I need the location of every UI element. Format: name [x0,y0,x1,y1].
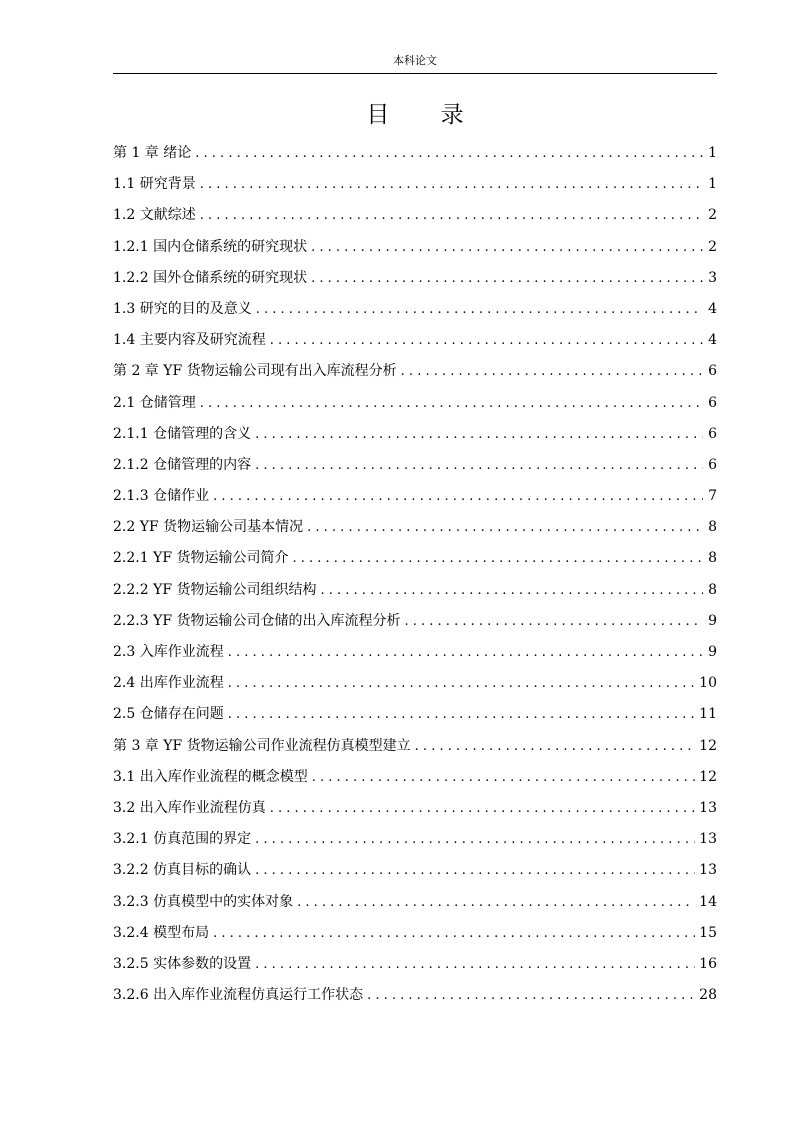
toc-entry-label: 2.1.1 仓储管理的含义 [113,425,252,442]
toc-entry-page: 7 [708,488,717,505]
toc-entry-label: 2.2.1 YF 货物运输公司简介 [113,550,289,567]
toc-entry-label: 3.2.4 模型布局 [113,924,210,941]
toc-entry-page: 4 [708,300,717,317]
toc-entry-page: 12 [699,737,717,754]
toc-dot-leader [228,702,695,728]
toc-dot-leader [404,609,703,635]
toc-entry-label: 3.2.5 实体参数的设置 [113,955,252,972]
toc-entry-label: 2.1 仓储管理 [113,394,196,411]
toc-entry-label: 1.4 主要内容及研究流程 [113,332,266,349]
toc-dot-leader [195,141,703,167]
toc-entry-page: 13 [699,831,717,848]
toc-entry-page: 1 [708,145,717,161]
toc-entry-page: 6 [708,363,717,380]
toc-dot-leader [312,765,695,791]
toc-dot-leader [311,266,703,292]
toc-dot-leader [200,172,703,198]
toc-dot-leader [255,422,703,448]
toc-dot-leader [213,484,703,510]
toc-entry[interactable] [113,795,717,826]
toc-entry[interactable] [113,483,717,514]
toc-dot-leader [228,640,703,666]
toc-entry[interactable] [113,327,717,358]
toc-entry-label: 3.2.6 出入库作业流程仿真运行工作状态 [113,987,364,1004]
toc-entry-label: 3.1 出入库作业流程的概念模型 [113,768,308,785]
toc-entry-page: 2 [708,238,717,255]
toc-dot-leader [256,297,703,323]
toc-entry[interactable] [113,857,717,888]
toc-dot-leader [415,734,696,760]
toc-entry-label: 1.3 研究的目的及意义 [113,300,252,317]
toc-entry-page: 8 [708,519,717,536]
toc-entry[interactable] [113,202,717,233]
toc-entry-label: 2.3 入库作业流程 [113,644,224,660]
toc-entry-label: 1.2.1 国内仓储系统的研究现状 [113,238,308,255]
toc-entry-label: 3.2.1 仿真范围的界定 [113,831,252,848]
toc-dot-leader [311,235,703,261]
toc-entry-page: 6 [708,456,717,473]
toc-entry-page: 16 [699,955,717,972]
toc-entry-label: 2.4 出库作业流程 [113,675,224,692]
toc-entry-page: 10 [699,675,717,692]
toc-dot-leader [200,203,703,229]
toc-dot-leader [255,453,703,479]
toc-entry[interactable] [113,701,717,732]
toc-entry[interactable] [113,826,717,857]
toc-entry-page: 13 [699,799,717,816]
toc-entry[interactable] [113,577,717,608]
toc-entry-page: 6 [708,425,717,442]
toc-entry-page: 11 [699,706,717,723]
toc-entry[interactable] [113,514,717,545]
table-of-contents [113,140,717,1013]
toc-entry-page: 12 [699,768,717,785]
toc-entry-label: 2.2.3 YF 货物运输公司仓储的出入库流程分析 [113,612,401,629]
toc-entry-page: 2 [708,207,717,224]
toc-entry-label: 2.1.2 仓储管理的内容 [113,456,252,473]
toc-entry[interactable] [113,920,717,951]
toc-entry-page: 13 [699,862,717,879]
toc-entry-label: 第 2 章 YF 货物运输公司现有出入库流程分析 [113,363,397,380]
toc-entry-page: 14 [699,893,717,910]
toc-dot-leader [255,858,695,884]
header-rule [113,73,717,74]
toc-entry-page: 28 [699,987,717,1004]
toc-entry-page: 1 [708,176,717,193]
toc-entry-page: 9 [708,644,717,660]
toc-entry[interactable] [113,296,717,327]
toc-dot-leader [307,515,703,541]
toc-entry-label: 3.2.3 仿真模型中的实体对象 [113,893,294,910]
toc-entry-page: 3 [708,269,717,286]
toc-entry[interactable] [113,140,717,171]
toc-entry[interactable] [113,670,717,701]
toc-entry[interactable] [113,982,717,1013]
toc-entry[interactable] [113,608,717,639]
toc-entry-label: 2.5 仓储存在问题 [113,706,224,723]
toc-entry[interactable] [113,951,717,982]
toc-entry[interactable] [113,452,717,483]
toc-dot-leader [367,983,695,1009]
toc-dot-leader [320,578,703,604]
toc-dot-leader [297,890,695,916]
page-header: 本科论文 [393,54,437,67]
toc-entry-page: 9 [708,612,717,629]
toc-entry[interactable] [113,639,717,670]
toc-entry[interactable] [113,421,717,452]
toc-dot-leader [255,952,695,978]
toc-entry[interactable] [113,889,717,920]
toc-entry[interactable] [113,234,717,265]
toc-entry-label: 1.2 文献综述 [113,207,196,224]
page-title: 目 录 [366,102,486,128]
toc-entry-page: 4 [708,332,717,349]
toc-entry-page: 8 [708,550,717,567]
toc-dot-leader [213,921,695,947]
toc-dot-leader [401,359,703,385]
toc-entry[interactable] [113,733,717,764]
toc-dot-leader [292,546,703,572]
toc-entry-page: 8 [708,581,717,598]
toc-entry-label: 3.2 出入库作业流程仿真 [113,799,266,816]
toc-dot-leader [270,796,695,822]
toc-dot-leader [228,671,695,697]
toc-entry-label: 3.2.2 仿真目标的确认 [113,862,252,879]
toc-entry[interactable] [113,764,717,795]
toc-entry[interactable] [113,265,717,296]
toc-dot-leader [255,827,695,853]
toc-entry-label: 第 3 章 YF 货物运输公司作业流程仿真模型建立 [113,737,411,754]
toc-entry-page: 6 [708,394,717,411]
toc-entry-page: 15 [699,924,717,941]
toc-entry-label: 1.1 研究背景 [113,176,196,193]
toc-dot-leader [200,391,703,417]
toc-entry[interactable] [113,545,717,576]
toc-entry[interactable] [113,390,717,421]
toc-dot-leader [270,328,703,354]
toc-entry[interactable] [113,358,717,389]
toc-entry-label: 2.2.2 YF 货物运输公司组织结构 [113,581,317,598]
toc-entry-label: 第 1 章 绪论 [113,145,192,161]
toc-entry[interactable] [113,171,717,202]
toc-entry-label: 1.2.2 国外仓储系统的研究现状 [113,269,308,286]
toc-entry-label: 2.2 YF 货物运输公司基本情况 [113,519,304,536]
toc-entry-label: 2.1.3 仓储作业 [113,488,210,505]
